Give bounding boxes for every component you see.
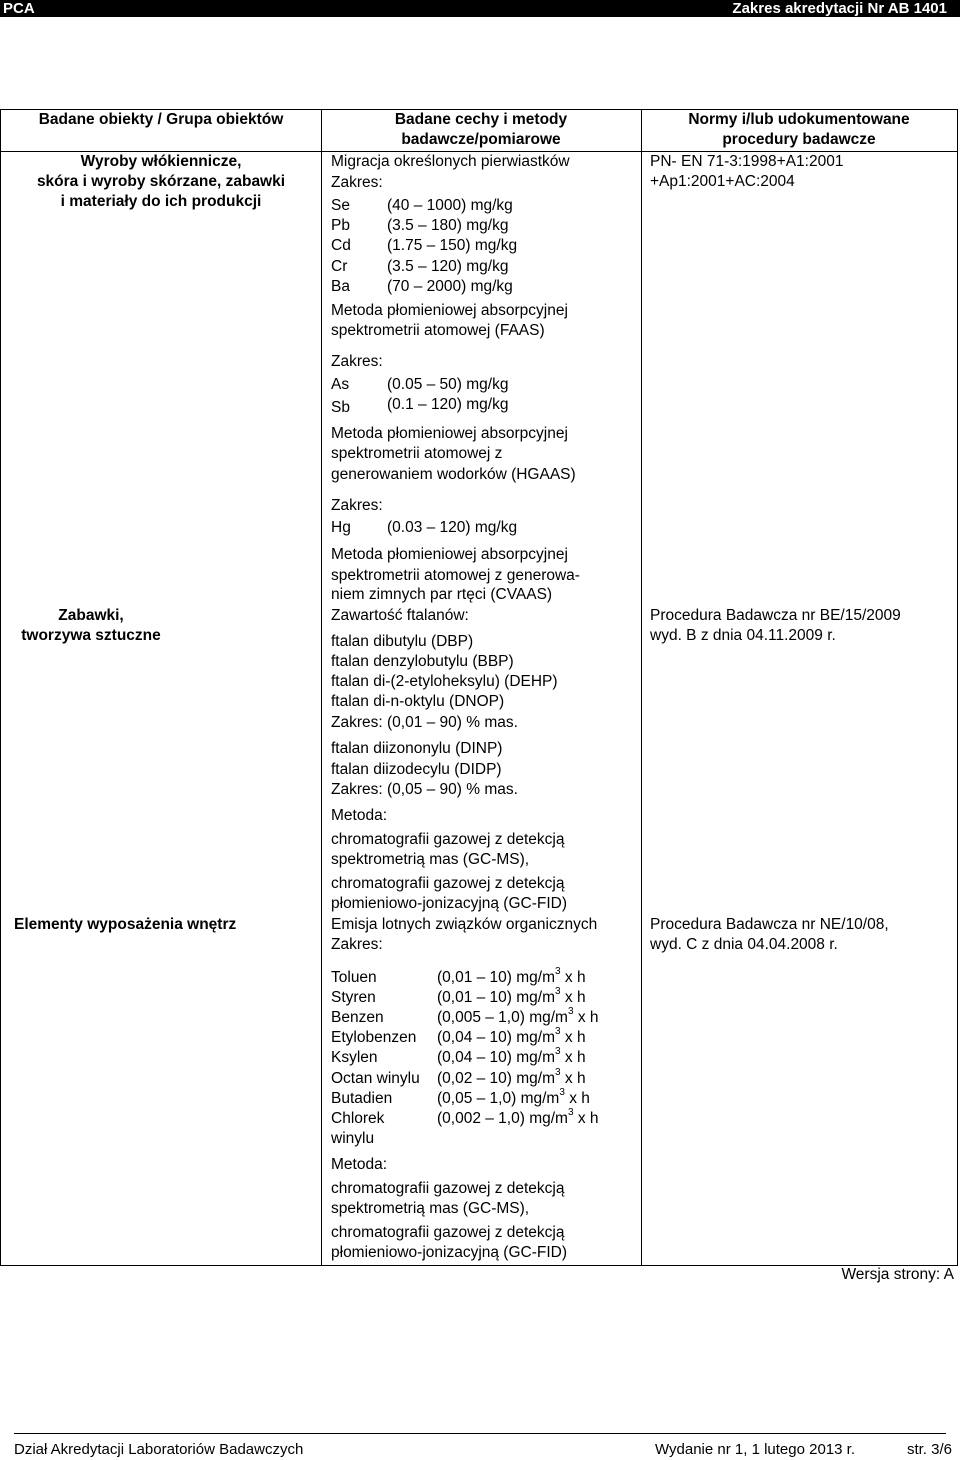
method-line: spektrometrii atomowej z (331, 445, 503, 462)
norm-line: wyd. B z dnia 04.11.2009 r. (650, 627, 836, 644)
col3-header-line1: Normy i/lub udokumentowane (688, 111, 910, 128)
zakres-label: Zakres: (331, 936, 383, 953)
column-divider (641, 110, 642, 1265)
footer-edition: Wydanie nr 1, 1 lutego 2013 r. (655, 1441, 855, 1458)
footer-page-number: str. 3/6 (906, 1441, 952, 1458)
phthalate-line: ftalan denzylobutylu (BBP) (331, 653, 514, 670)
element-symbol: Ba (331, 278, 350, 295)
method-line: generowaniem wodorków (HGAAS) (331, 466, 576, 483)
norm-line: Procedura Badawcza nr NE/10/08, (650, 916, 889, 933)
row1-title: Migracja określonych pierwiastków (331, 153, 570, 170)
page-version: Wersja strony: A (841, 1266, 954, 1283)
phthalate-line: ftalan di-(2-etyloheksylu) (DEHP) (331, 673, 558, 690)
col2-header-line1: Badane cechy i metody (394, 111, 568, 128)
method-line: Metoda płomieniowej absorpcyjnej (331, 425, 568, 442)
header-right: Zakres akredytacji Nr AB 1401 (732, 0, 947, 17)
element-symbol: Sb (331, 399, 350, 416)
compound-name: Toluen (331, 969, 377, 986)
row3-object-line: Elementy wyposażenia wnętrz (14, 916, 237, 933)
footer-left: Dział Akredytacji Laboratoriów Badawczych (14, 1441, 304, 1458)
element-symbol: Cr (331, 258, 348, 275)
element-symbol: Se (331, 197, 350, 214)
phthalate-line: ftalan diizodecylu (DIDP) (331, 761, 502, 778)
compound-name: Benzen (331, 1009, 384, 1026)
row2-object-line: tworzywa sztuczne (21, 627, 161, 644)
zakres-label: Zakres: (331, 174, 383, 191)
element-range: (0.1 – 120) mg/kg (387, 396, 509, 413)
phthalate-line: ftalan dibutylu (DBP) (331, 633, 474, 650)
element-range: (40 – 1000) mg/kg (387, 197, 513, 214)
norm-line: wyd. C z dnia 04.04.2008 r. (650, 936, 838, 953)
element-range: (0.03 – 120) mg/kg (387, 519, 518, 536)
method-line: niem zimnych par rtęci (CVAAS) (331, 586, 553, 603)
element-range: (0.05 – 50) mg/kg (387, 376, 509, 393)
compound-name-continued: winylu (331, 1130, 375, 1147)
element-symbol: Pb (331, 217, 350, 234)
element-symbol: As (331, 376, 350, 393)
row2-object-line: Zabawki, (58, 607, 124, 624)
compound-name: Ksylen (331, 1049, 378, 1066)
compound-range: (0,04 – 10) $mg/m^3$ x h (437, 1045, 586, 1066)
page-header (0, 0, 960, 17)
col1-header: Badane obiekty / Grupa obiektów (38, 111, 284, 128)
method-line: płomieniowo-jonizacyjną (GC-FID) (331, 1244, 568, 1261)
compound-name: Styren (331, 989, 376, 1006)
compound-range: (0,02 – 10) $mg/m^3$ x h (437, 1066, 586, 1087)
compound-range: (0,01 – 10) $mg/m^3$ x h (437, 965, 586, 986)
col2-header-line2: badawcze/pomiarowe (401, 131, 561, 148)
compound-range: (0,04 – 10) $mg/m^3$ x h (437, 1025, 586, 1046)
method-line: płomieniowo-jonizacyjną (GC-FID) (331, 895, 568, 912)
row3-title: Emisja lotnych związków organicznych (331, 916, 598, 933)
method-line: spektrometrią mas (GC-MS), (331, 851, 530, 868)
compound-range: (0,01 – 10) $mg/m^3$ x h (437, 985, 586, 1006)
compound-range: (0,002 – 1,0) $mg/m^3$ x h (437, 1106, 599, 1127)
element-range: (3.5 – 180) mg/kg (387, 217, 509, 234)
footer-divider (14, 1433, 946, 1434)
metoda-label: Metoda: (331, 807, 388, 824)
row1-object-line: skóra i wyroby skórzane, zabawki (36, 173, 286, 190)
zakres-label: Zakres: (331, 353, 383, 370)
method-line: Metoda płomieniowej absorpcyjnej (331, 546, 568, 563)
metoda-label: Metoda: (331, 1156, 388, 1173)
phthalate-line: ftalan di-n-oktylu (DNOP) (331, 693, 505, 710)
element-symbol: Hg (331, 519, 351, 536)
element-range: (3.5 – 120) mg/kg (387, 258, 509, 275)
method-line: Metoda płomieniowej absorpcyjnej (331, 302, 568, 319)
row1-object-line: i materiały do ich produkcji (60, 193, 262, 210)
col3-header-line2: procedury badawcze (722, 131, 876, 148)
element-symbol: Cd (331, 237, 351, 254)
compound-name: Butadien (331, 1090, 393, 1107)
header-left: PCA (3, 0, 35, 17)
zakres-label: Zakres: (331, 497, 383, 514)
method-line: spektrometrii atomowej z generowa- (331, 567, 580, 584)
row2-title: Zawartość ftalanów: (331, 607, 469, 624)
element-range: (1.75 – 150) mg/kg (387, 237, 518, 254)
phthalate-range: Zakres: (0,01 – 90) % mas. (331, 714, 518, 731)
element-range: (70 – 2000) mg/kg (387, 278, 513, 295)
row1-object-line: Wyroby włókiennicze, (80, 153, 242, 170)
phthalate-line: ftalan diizononylu (DINP) (331, 740, 503, 757)
compound-name: Chlorek (331, 1110, 385, 1127)
method-line: chromatografii gazowej z detekcją (331, 875, 565, 892)
method-line: chromatografii gazowej z detekcją (331, 1224, 565, 1241)
method-line: chromatografii gazowej z detekcją (331, 831, 565, 848)
compound-name: Octan winylu (331, 1070, 420, 1087)
compound-range: (0,05 – 1,0) $mg/m^3$ x h (437, 1086, 590, 1107)
column-divider (321, 110, 322, 1265)
phthalate-range: Zakres: (0,05 – 90) % mas. (331, 781, 518, 798)
method-line: chromatografii gazowej z detekcją (331, 1180, 565, 1197)
compound-name: Etylobenzen (331, 1029, 417, 1046)
norm-line: PN- EN 71-3:1998+A1:2001 (650, 153, 844, 170)
norm-line: Procedura Badawcza nr BE/15/2009 (650, 607, 901, 624)
method-line: spektrometrii atomowej (FAAS) (331, 322, 545, 339)
method-line: spektrometrią mas (GC-MS), (331, 1200, 530, 1217)
norm-line: +Ap1:2001+AC:2004 (650, 173, 795, 190)
compound-range: (0,005 – 1,0) $mg/m^3$ x h (437, 1005, 599, 1026)
